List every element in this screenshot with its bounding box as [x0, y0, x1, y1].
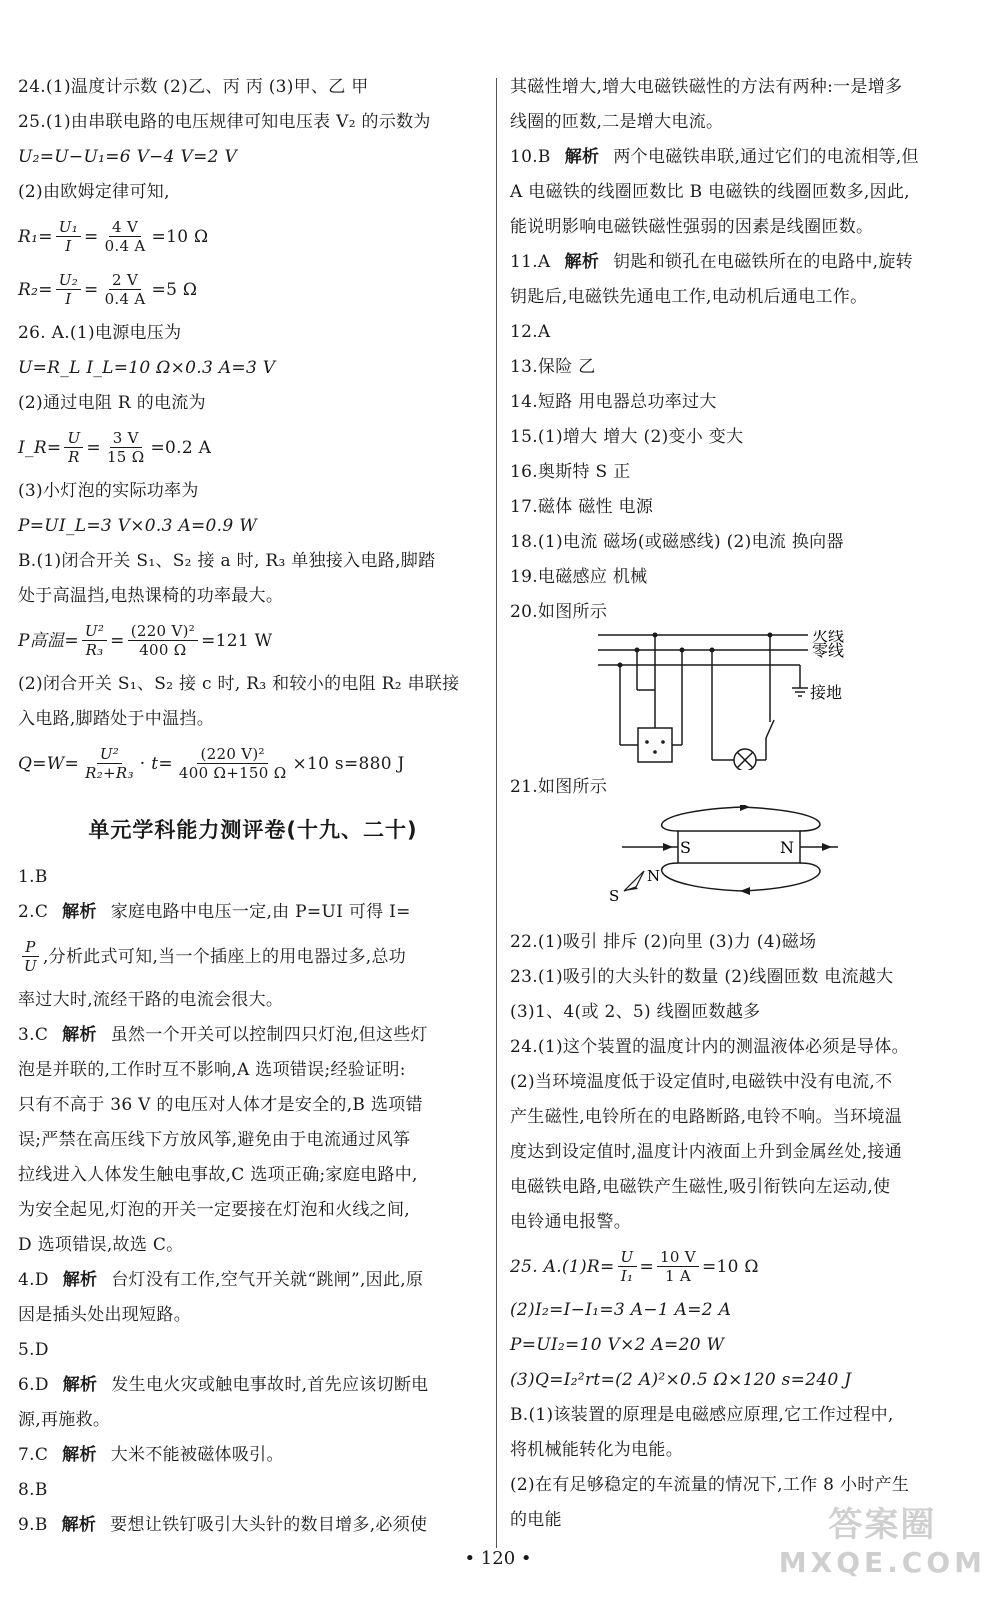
formula-r2: R₂= $\frac{\text{U₂}}{I}$ = $\frac{2 V}{0.4 A}$ =5 Ω [18, 271, 198, 308]
answer-15: 15.(1)增大 增大 (2)变小 变大 [510, 427, 744, 447]
fraction: $\frac{\text{U₁}}{I}$ [56, 218, 81, 255]
answer-24-line1: 24.(1)这个装置的温度计内的测温液体必须是导体。 [510, 1037, 909, 1057]
answer-16: 16.奥斯特 S 正 [510, 462, 631, 482]
analysis-tag: 解析 [62, 1445, 97, 1465]
answer-24-line6: 电铃通电报警。 [510, 1212, 632, 1232]
answer-24-line2: (2)当环境温度低于设定值时,电磁铁中没有电流,不 [510, 1072, 893, 1092]
answer-12: 12.A [510, 322, 551, 342]
neutral-label: 零线 [812, 641, 845, 660]
answer-25-line3: (2)由欧姆定律可知, [18, 182, 170, 202]
section-heading: 单元学科能力测评卷(十九、二十) [88, 818, 418, 842]
answer-22: 22.(1)吸引 排斥 (2)向里 (3)力 (4)磁场 [510, 932, 817, 952]
answer-17: 17.磁体 磁性 电源 [510, 497, 654, 517]
answer-24-line4: 度达到设定值时,温度计内液面上升到金属丝处,接通 [510, 1142, 903, 1162]
answer-25-b-line3: (2)在有足够稳定的车流量的情况下,工作 8 小时产生 [510, 1475, 910, 1495]
household-circuit-diagram [510, 630, 984, 770]
answer-25-line2: U₂=U−U₁=6 V−4 V=2 V [18, 147, 238, 167]
answer-9: 9.B 解析 要想让铁钉吸引大头针的数目增多,必须使 [18, 1515, 428, 1535]
socket-box [638, 728, 672, 762]
switch-blade [766, 720, 774, 738]
answer-3-line6: 为安全起见,灯泡的开关一定要接在灯泡和火线之间, [18, 1200, 411, 1220]
answer-24-line5: 电磁铁电路,电磁铁产生磁性,吸引衔铁向左运动,使 [510, 1177, 891, 1197]
answer-1: 1.B [18, 867, 48, 887]
answer-26-line4: (3)小灯泡的实际功率为 [18, 481, 199, 501]
answer-25-b-line2: 将机械能转化为电能。 [510, 1440, 683, 1460]
answer-25-line3: P=UI₂=10 V×2 A=20 W [510, 1335, 725, 1355]
answer-9-cont-line1: 其磁性增大,增大电磁铁磁性的方法有两种:一是增多 [510, 77, 903, 97]
answer-26-line3: (2)通过电阻 R 的电流为 [18, 393, 206, 413]
answer-3-line3: 只有不高于 36 V 的电压对人体才是安全的,B 选项错 [18, 1095, 423, 1115]
formula-ir: I_R= $\frac{U}{R}$ = $\frac{3 V}{15 \Omega}$ =0.2 A [18, 429, 212, 466]
formula-r: 25. A.(1)R= $\frac{U}{\text{I₁}}$ = $\frac{10 V}{1 A}$ =10 Ω [510, 1248, 759, 1285]
watermark-logo [779, 1506, 986, 1582]
answer-23-line1: 23.(1)吸引的大头针的数量 (2)线圈匝数 电流越大 [510, 967, 894, 987]
answer-2-line2: $\frac{P}{U}$ ,分析此式可知,当一个插座上的用电器过多,总功 [18, 930, 488, 983]
needle-s-label: S [609, 887, 620, 905]
answer-25-line4: (3)Q=I₂²rt=(2 A)²×0.5 Ω×120 s=240 J [510, 1370, 852, 1390]
formula-r1: R₁= $\frac{\text{U₁}}{I}$ = $\frac{4 V}{0.4 A}$ =10 Ω [18, 218, 209, 255]
answer-6-line1: 6.D 解析 发生电火灾或触电事故时,首先应该切断电 [18, 1375, 429, 1395]
magnet-s-label: S [680, 838, 691, 857]
ground-label: 接地 [810, 683, 843, 702]
answer-11-line1: 11.A 解析 钥匙和锁孔在电磁铁所在的电路中,旋转 [510, 252, 913, 272]
answer-10-line2: A 电磁铁的线圈匝数比 B 电磁铁的线圈匝数多,因此, [510, 182, 910, 202]
answer-11-line2: 钥匙后,电磁铁先通电工作,电动机后通电工作。 [510, 287, 868, 307]
answer-4-line2: 因是插头处出现短路。 [18, 1305, 191, 1325]
page-number: • 120 • [464, 1548, 532, 1569]
analysis-tag: 解析 [61, 1515, 97, 1535]
answer-2-line3: 率过大时,流经干路的电流会很大。 [18, 990, 284, 1010]
analysis-tag: 解析 [62, 1270, 98, 1290]
answer-6-line2: 源,再施救。 [18, 1410, 111, 1430]
answer-2-line1: 2.C 解析 家庭电路中电压一定,由 P=UI 可得 I= [18, 902, 411, 922]
right-column [510, 70, 984, 1538]
answer-25-b-line1: B.(1)该装置的原理是电磁感应原理,它工作过程中, [510, 1405, 894, 1425]
analysis-tag: 解析 [62, 1375, 98, 1395]
formula-p-high: P高温= $\frac{\text{U²}}{\text{R₃}}$ = $\frac{\text{(220 V)²}}{400 \Omega}$ =121 W [18, 622, 273, 659]
fraction: $\frac{4 V}{0.4 A}$ [104, 218, 146, 255]
live-label: 火线 [812, 630, 845, 645]
field-line-bottom [662, 863, 820, 891]
fraction: $\frac{\text{(220 V)²}}{400 \Omega}$ [128, 622, 198, 659]
answer-10-line3: 能说明影响电磁铁磁性强弱的因素是线圈匝数。 [510, 217, 874, 237]
answer-26-line1: 26. A.(1)电源电压为 [18, 323, 182, 343]
answer-10-line1: 10.B 解析 两个电磁铁串联,通过它们的电流相等,但 [510, 147, 919, 167]
answer-8: 8.B [18, 1480, 48, 1500]
magnet-field-diagram [510, 805, 984, 925]
fraction: $\frac{\text{(220 V)²}}{400 \Omega+150 \Omega}$ [178, 745, 287, 782]
ground-symbol [792, 688, 808, 696]
fraction: $\frac{P}{U}$ [24, 938, 37, 975]
fraction: $\frac{\text{U²}}{\text{R₃}}$ [82, 622, 107, 659]
fraction: $\frac{3 V}{15 \Omega}$ [106, 429, 145, 466]
analysis-tag: 解析 [62, 902, 97, 922]
needle-n-label: N [647, 867, 661, 885]
answer-23-line2: (3)1、4(或 2、5) 线圈匝数越多 [510, 1002, 761, 1022]
answer-25-b-line4: 的电能 [510, 1510, 562, 1530]
left-column [18, 70, 488, 1543]
analysis-tag: 解析 [62, 1025, 97, 1045]
answer-3-line1: 3.C 解析 虽然一个开关可以控制四只灯泡,但这些灯 [18, 1025, 428, 1045]
answer-26-line5: P=UI_L=3 V×0.3 A=0.9 W [18, 516, 257, 536]
answer-26-b-line2: 处于高温挡,电热课椅的功率最大。 [18, 586, 284, 606]
formula-r1-pre: R₁= [18, 226, 53, 247]
answer-26-line2: U=R_L I_L=10 Ω×0.3 A=3 V [18, 358, 276, 378]
answer-26-b-line3: (2)闭合开关 S₁、S₂ 接 c 时, R₃ 和较小的电阻 R₂ 串联接 [18, 674, 460, 694]
compass-needle [624, 871, 644, 891]
fraction: $\frac{10 V}{1 A}$ [657, 1248, 699, 1285]
fraction: $\frac{U}{R}$ [64, 429, 83, 466]
answer-9-cont-line2: 线圈的匝数,二是增大电流。 [510, 112, 724, 132]
answer-18: 18.(1)电流 磁场(或磁感线) (2)电流 换向器 [510, 532, 844, 552]
fraction: $\frac{\text{U₂}}{I}$ [56, 271, 81, 308]
analysis-tag: 解析 [564, 252, 600, 272]
answer-4-line1: 4.D 解析 台灯没有工作,空气开关就“跳闸”,因此,原 [18, 1270, 424, 1290]
answer-25-line2: (2)I₂=I−I₁=3 A−1 A=2 A [510, 1300, 732, 1320]
answer-5: 5.D [18, 1340, 49, 1360]
answer-25-line1: 25.(1)由串联电路的电压规律可知电压表 V₂ 的示数为 [18, 112, 431, 132]
answer-3-line7: D 选项错误,故选 C。 [18, 1235, 184, 1255]
fraction: $\frac{\text{U²}}{\text{R₂+R₃}}$ [85, 745, 134, 782]
answer-14: 14.短路 用电器总功率过大 [510, 392, 717, 412]
magnet-svg [510, 805, 984, 925]
answer-24: 24.(1)温度计示数 (2)乙、丙 丙 (3)甲、乙 甲 [18, 77, 369, 97]
fraction: $\frac{2 V}{0.4 A}$ [104, 271, 146, 308]
formula-q: Q=W= $\frac{\text{U²}}{\text{R₂+R₃}}$ · t= $\frac{\text{(220 V)²}}{400 \Omega+150 \Omega}$ ×10 s=880 J [18, 745, 405, 782]
circuit-svg [510, 630, 984, 770]
watermark-bottom: MXQE.COM [778, 1546, 986, 1579]
answer-26-b-line1: B.(1)闭合开关 S₁、S₂ 接 a 时, R₃ 单独接入电路,脚踏 [18, 551, 436, 571]
answer-3-line2: 泡是并联的,工作时互不影响,A 选项错误;经验证明: [18, 1060, 406, 1080]
watermark-top: 答案圈 [828, 1505, 937, 1545]
answer-3-line5: 拉线进入人体发生触电事故,C 选项正确;家庭电路中, [18, 1165, 418, 1185]
magnet-n-label: N [780, 838, 794, 857]
answer-3-line4: 误;严禁在高压线下方放风筝,避免由于电流通过风筝 [18, 1130, 411, 1150]
answer-21: 21.如图所示 [510, 777, 608, 797]
fraction: $\frac{U}{\text{I₁}}$ [618, 1248, 637, 1285]
analysis-tag: 解析 [564, 147, 600, 167]
answer-24-line3: 产生磁性,电铃所在的电路断路,电铃不响。当环境温 [510, 1107, 903, 1127]
column-divider [496, 78, 497, 1548]
answer-13: 13.保险 乙 [510, 357, 596, 377]
answer-19: 19.电磁感应 机械 [510, 567, 648, 587]
answer-20: 20.如图所示 [510, 602, 608, 622]
answer-7: 7.C 解析 大米不能被磁体吸引。 [18, 1445, 284, 1465]
answer-26-b-line4: 入电路,脚踏处于中温挡。 [18, 709, 215, 729]
